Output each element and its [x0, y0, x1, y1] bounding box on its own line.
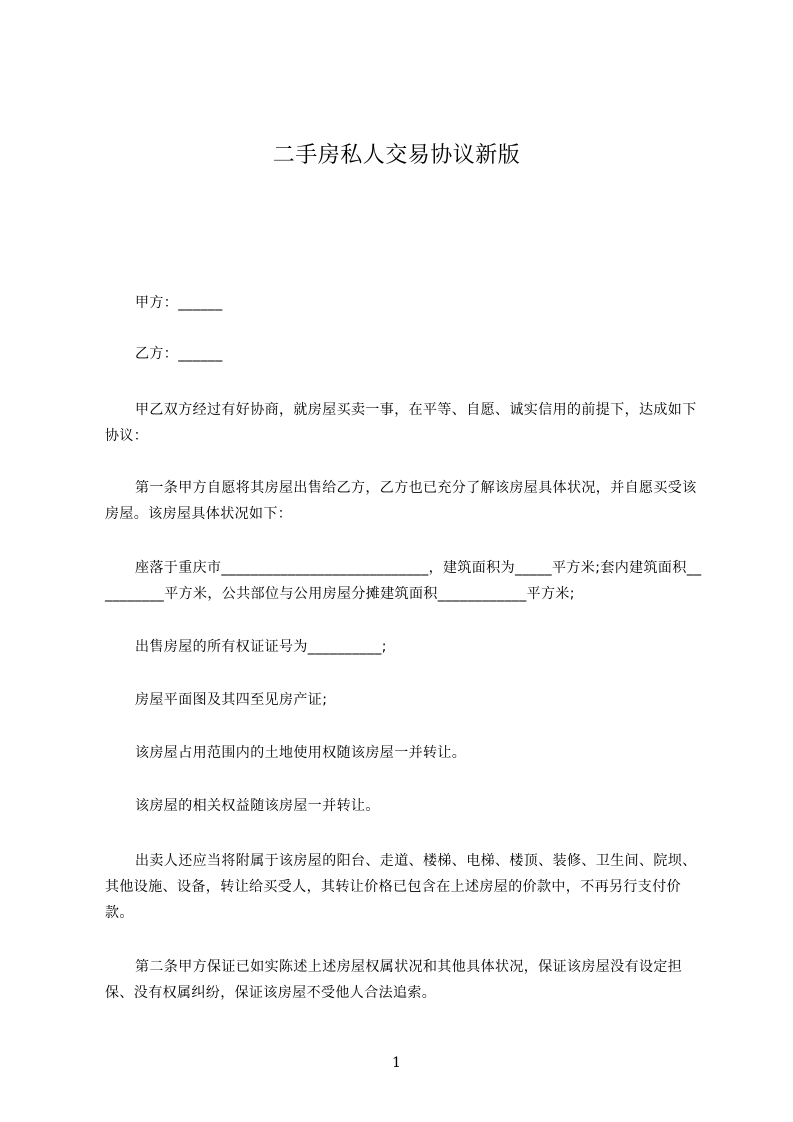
party-b-line: 乙方：______	[135, 346, 223, 362]
page-number: 1	[392, 1055, 401, 1071]
property-location-paragraph: 座落于重庆市____________________________，建筑面积为_____平方米;套内建筑面积__________平方米，公共部位与公用房屋分摊建筑面积____________平方米;	[105, 560, 702, 602]
floor-plan-line: 房屋平面图及其四至见房产证;	[135, 692, 328, 708]
article-1-paragraph: 第一条甲方自愿将其房屋出售给乙方，乙方也已充分了解该房屋具体状况，并自愿买受该房屋。该房屋具体状况如下：	[105, 480, 697, 522]
land-use-rights-line: 该房屋占用范围内的土地使用权随该房屋一并转让。	[135, 745, 467, 761]
related-rights-line: 该房屋的相关权益随该房屋一并转让。	[135, 798, 380, 814]
document-title: 二手房私人交易协议新版	[272, 143, 521, 168]
party-a-line: 甲方：______	[135, 295, 223, 311]
ownership-certificate-line: 出售房屋的所有权证证号为__________;	[135, 639, 387, 655]
preamble-paragraph: 甲乙双方经过有好协商，就房屋买卖一事，在平等、自愿、诚实信用的前提下，达成如下协议：	[105, 402, 697, 444]
attachments-paragraph: 出卖人还应当将附属于该房屋的阳台、走道、楼梯、电梯、楼顶、装修、卫生间、院坝、其他设施、设备，转让给买受人，其转让价格已包含在上述房屋的价款中，不再另行支付价款。	[105, 853, 697, 921]
article-2-paragraph: 第二条甲方保证已如实陈述上述房屋权属状况和其他具体状况，保证该房屋没有设定担保、没有权属纠纷，保证该房屋不受他人合法追索。	[105, 959, 683, 1001]
